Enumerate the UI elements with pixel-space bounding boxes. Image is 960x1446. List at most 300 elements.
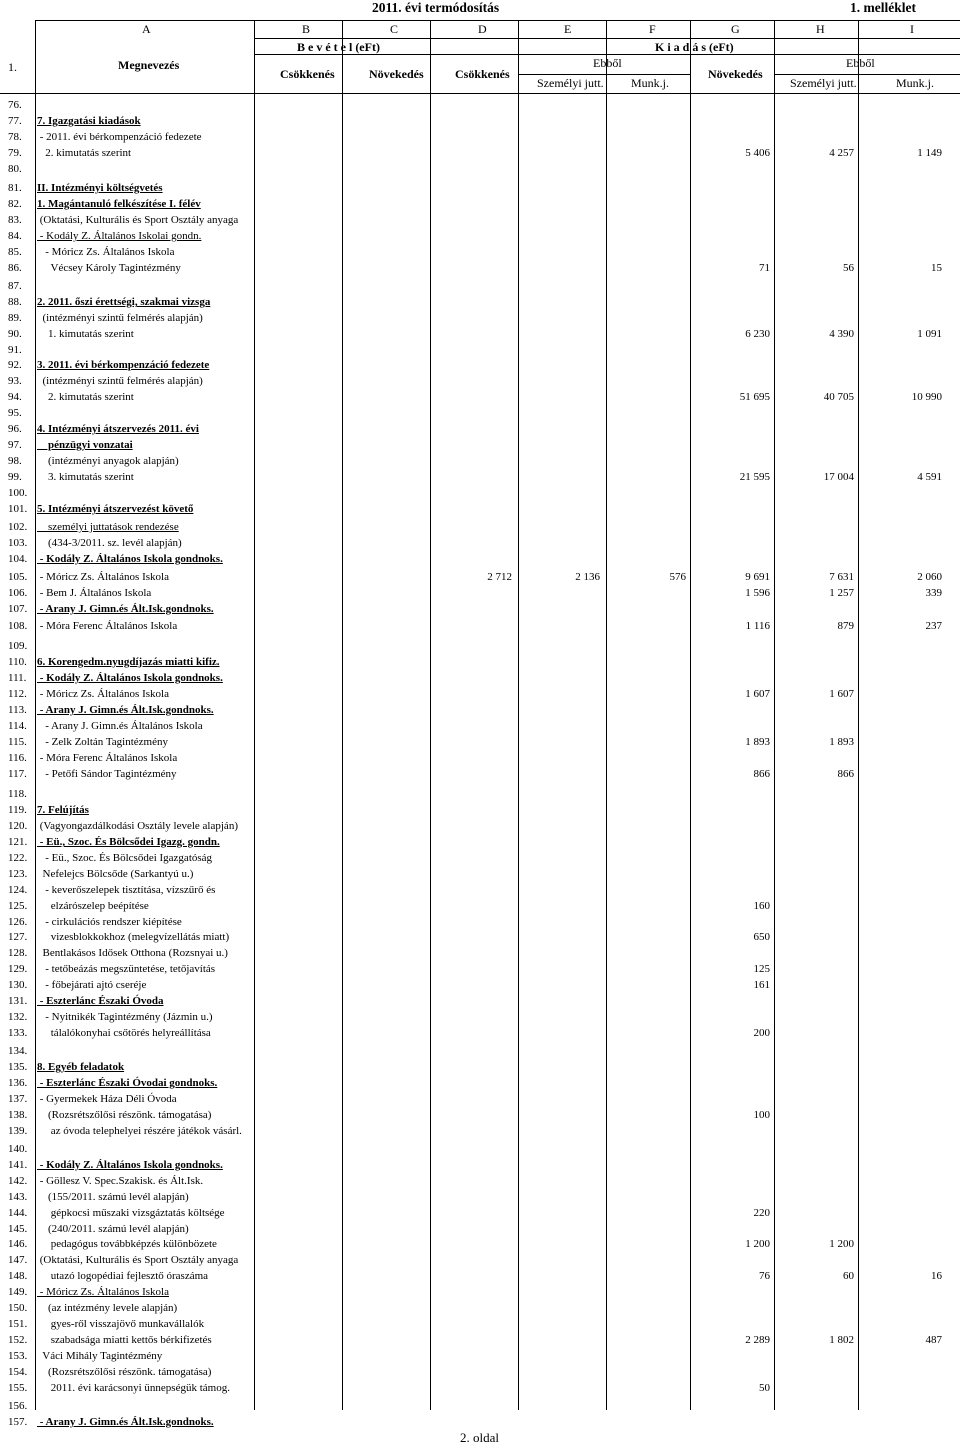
col-letter-e: E xyxy=(564,22,572,36)
cell-g: 650 xyxy=(753,931,770,943)
row-number: 149. xyxy=(8,1286,28,1298)
table-row xyxy=(0,569,960,585)
row-number: 98. xyxy=(8,455,22,467)
row-label: - tetőbeázás megszüntetése, tetőjavítás xyxy=(37,963,216,975)
table-row xyxy=(0,421,960,437)
table-row xyxy=(0,1043,960,1059)
row-label: (Rozsrétszőlősi részönk. támogatása) xyxy=(37,1109,212,1121)
table-row xyxy=(0,961,960,977)
header-bevetel-novekedes: Növekedés xyxy=(369,67,424,81)
row-number: 85. xyxy=(8,246,22,258)
table-row xyxy=(0,850,960,866)
row-label: 7. Igazgatási kiadások xyxy=(37,115,141,127)
row-label: az óvoda telephelyei részére játékok vásárl. xyxy=(37,1125,242,1137)
table-row xyxy=(0,929,960,945)
row-label: - Móricz Zs. Általános Iskola xyxy=(37,1286,169,1298)
row-label: pénzügyi vonzatai xyxy=(37,439,133,451)
row-number: 96. xyxy=(8,423,22,435)
col-letter-g: G xyxy=(731,22,740,36)
row-number: 123. xyxy=(8,868,28,880)
cell-g: 125 xyxy=(753,963,770,975)
cell-e: 2 136 xyxy=(575,571,600,583)
row-label: tálalókonyhai csőtörés helyreállítása xyxy=(37,1027,211,1039)
row-number: 92. xyxy=(8,359,22,371)
header-bevetel: B e v é t e l (eFt) xyxy=(297,40,380,54)
row-label: 2. kimutatás szerint xyxy=(37,391,134,403)
row-number: 138. xyxy=(8,1109,28,1121)
row-label: személyi juttatások rendezése xyxy=(37,521,179,533)
table-row xyxy=(0,654,960,670)
row-number: 81. xyxy=(8,182,22,194)
table-row xyxy=(0,228,960,244)
row-label: - Arany J. Gimn.és Ált.Isk.gondnoks. xyxy=(37,704,214,716)
table-row xyxy=(0,601,960,617)
row-number: 141. xyxy=(8,1159,28,1171)
row-label: (az intézmény levele alapján) xyxy=(37,1302,178,1314)
row-label: - Eü., Szoc. És Bölcsődei Igazg. gondn. xyxy=(37,836,220,848)
row-number: 76. xyxy=(8,99,22,111)
table-row xyxy=(0,914,960,930)
cell-g: 100 xyxy=(753,1109,770,1121)
row-number: 124. xyxy=(8,884,28,896)
cell-h: 1 802 xyxy=(829,1334,854,1346)
header-megnevezes: Megnevezés xyxy=(118,58,180,72)
cell-h: 866 xyxy=(837,768,854,780)
grid-hline xyxy=(35,20,960,21)
cell-g: 1 596 xyxy=(745,587,770,599)
row-number: 109. xyxy=(8,640,28,652)
row-number: 143. xyxy=(8,1191,28,1203)
row-label: gépkocsi műszaki vizsgáztatás költsége xyxy=(37,1207,225,1219)
table-row xyxy=(0,97,960,113)
row-number: 102. xyxy=(8,521,28,533)
table-row xyxy=(0,1268,960,1284)
cell-g: 9 691 xyxy=(745,571,770,583)
row-number: 112. xyxy=(8,688,27,700)
col-letter-d: D xyxy=(478,22,487,36)
table-row xyxy=(0,766,960,782)
row-number: 145. xyxy=(8,1223,28,1235)
table-row xyxy=(0,1252,960,1268)
table-row xyxy=(0,453,960,469)
cell-g: 161 xyxy=(753,979,770,991)
row-number: 153. xyxy=(8,1350,28,1362)
row-label: (intézményi szintű felmérés alapján) xyxy=(37,312,203,324)
row-label: 5. Intézményi átszervezést követő xyxy=(37,503,194,515)
row-label: 1. Magántanuló felkészítése I. félév xyxy=(37,198,201,210)
header-munk-1: Munk.j. xyxy=(631,76,670,90)
cell-g: 51 695 xyxy=(739,391,770,403)
row-number: 105. xyxy=(8,571,28,583)
table-row xyxy=(0,585,960,601)
row-label: (434-3/2011. sz. levél alapján) xyxy=(37,537,182,549)
table-row xyxy=(0,342,960,358)
row-label: - Kodály Z. Általános Iskola gondnoks. xyxy=(37,1159,223,1171)
cell-i: 4 591 xyxy=(917,471,942,483)
row-number: 103. xyxy=(8,537,28,549)
header-ebbol-2: Ebből xyxy=(846,56,875,70)
row-label: 7. Felújítás xyxy=(37,804,89,816)
table-row xyxy=(0,501,960,517)
table-row xyxy=(0,469,960,485)
cell-h: 4 390 xyxy=(829,328,854,340)
table-row xyxy=(0,180,960,196)
row-label: Nefelejcs Bölcsőde (Sarkantyú u.) xyxy=(37,868,194,880)
page-title: 2011. évi termódosítás xyxy=(372,0,500,15)
table-row xyxy=(0,945,960,961)
row-number: 78. xyxy=(8,131,22,143)
table-row xyxy=(0,113,960,129)
cell-h: 4 257 xyxy=(829,147,854,159)
row-number: 142. xyxy=(8,1175,28,1187)
table-row xyxy=(0,818,960,834)
table-row xyxy=(0,244,960,260)
table-row xyxy=(0,278,960,294)
cell-h: 56 xyxy=(843,262,854,274)
row-number: 129. xyxy=(8,963,28,975)
row-number: 120. xyxy=(8,820,28,832)
row-number: 119. xyxy=(8,804,27,816)
cell-g: 21 595 xyxy=(739,471,770,483)
grid-hline xyxy=(254,38,960,39)
row-label: - Móricz Zs. Általános Iskola xyxy=(37,571,169,583)
header-bevetel-csokkenes: Csökkenés xyxy=(280,67,335,81)
cell-h: 40 705 xyxy=(823,391,854,403)
row-label: - Móricz Zs. Általános Iskola xyxy=(37,246,175,258)
row-label: - Móra Ferenc Általános Iskola xyxy=(37,620,178,632)
table-row xyxy=(0,1025,960,1041)
row-label: 2011. évi karácsonyi ünnepségük támog. xyxy=(37,1382,230,1394)
row-number: 147. xyxy=(8,1254,28,1266)
table-row xyxy=(0,750,960,766)
row-label: - Gyermekek Háza Déli Óvoda xyxy=(37,1093,177,1105)
row-label: - Móra Ferenc Általános Iskola xyxy=(37,752,178,764)
table-row xyxy=(0,389,960,405)
table-row xyxy=(0,1398,960,1414)
cell-i: 10 990 xyxy=(911,391,942,403)
table-row xyxy=(0,294,960,310)
table-row xyxy=(0,1332,960,1348)
table-row xyxy=(0,1316,960,1332)
row-number: 113. xyxy=(8,704,27,716)
cell-i: 15 xyxy=(931,262,942,274)
row-label: (240/2011. számú levél alapján) xyxy=(37,1223,189,1235)
header-kiadas-csokkenes: Csökkenés xyxy=(455,67,510,81)
cell-g: 220 xyxy=(753,1207,770,1219)
table-row xyxy=(0,357,960,373)
table-row xyxy=(0,1348,960,1364)
table-row xyxy=(0,1141,960,1157)
row-label: 3. 2011. évi bérkompenzáció fedezete xyxy=(37,359,210,371)
row-number: 155. xyxy=(8,1382,28,1394)
row-number: 146. xyxy=(8,1238,28,1250)
table-row xyxy=(0,326,960,342)
row-label: 6. Korengedm.nyugdíjazás miatti kifiz. xyxy=(37,656,220,668)
row-number: 127. xyxy=(8,931,28,943)
cell-h: 1 200 xyxy=(829,1238,854,1250)
cell-g: 1 200 xyxy=(745,1238,770,1250)
row-label: (Vagyongazdálkodási Osztály levele alapján) xyxy=(37,820,238,832)
table-row xyxy=(0,1123,960,1139)
table-row xyxy=(0,1189,960,1205)
cell-g: 1 607 xyxy=(745,688,770,700)
row-label: (Rozsrétszőlősi részönk. támogatása) xyxy=(37,1366,212,1378)
row-number: 125. xyxy=(8,900,28,912)
row-number: 156. xyxy=(8,1400,28,1412)
row-number: 79. xyxy=(8,147,22,159)
header-ebbol-1: Ebből xyxy=(593,56,622,70)
grid-hline xyxy=(518,74,690,75)
page-number: 2. oldal xyxy=(460,1430,499,1445)
table-row xyxy=(0,1173,960,1189)
row-number: 148. xyxy=(8,1270,28,1282)
row-number: 100. xyxy=(8,487,28,499)
row-label: gyes-ről visszajövő munkavállalók xyxy=(37,1318,205,1330)
row-number: 157. xyxy=(8,1416,28,1428)
row-label: 3. kimutatás szerint xyxy=(37,471,134,483)
row-number: 151. xyxy=(8,1318,28,1330)
cell-i: 2 060 xyxy=(917,571,942,583)
cell-h: 1 893 xyxy=(829,736,854,748)
table-row xyxy=(0,485,960,501)
row-number: 131. xyxy=(8,995,28,1007)
row-number: 84. xyxy=(8,230,22,242)
header-szemelyi-1: Személyi jutt. xyxy=(537,76,604,90)
row-label: (Oktatási, Kulturális és Sport Osztály anyaga xyxy=(37,1254,239,1266)
row-number: 115. xyxy=(8,736,27,748)
row-number: 88. xyxy=(8,296,22,308)
cell-h: 17 004 xyxy=(823,471,854,483)
table-row xyxy=(0,866,960,882)
cell-h: 1 257 xyxy=(829,587,854,599)
row-number: 110. xyxy=(8,656,27,668)
row-label: Váci Mihály Tagintézmény xyxy=(37,1350,163,1362)
row-label: utazó logopédiai fejlesztő óraszáma xyxy=(37,1270,209,1282)
row-number: 90. xyxy=(8,328,22,340)
table-row xyxy=(0,212,960,228)
cell-g: 200 xyxy=(753,1027,770,1039)
row-label: - 2011. évi bérkompenzáció fedezete xyxy=(37,131,202,143)
row-number: 121. xyxy=(8,836,28,848)
col-letter-f: F xyxy=(649,22,656,36)
cell-i: 339 xyxy=(925,587,942,599)
table-row xyxy=(0,196,960,212)
row-number: 126. xyxy=(8,916,28,928)
cell-g: 1 893 xyxy=(745,736,770,748)
row-number: 140. xyxy=(8,1143,28,1155)
table-row xyxy=(0,1157,960,1173)
row-number: 94. xyxy=(8,391,22,403)
row-label: - Eü., Szoc. És Bölcsődei Igazgatóság xyxy=(37,852,213,864)
cell-g: 76 xyxy=(759,1270,770,1282)
row-number: 106. xyxy=(8,587,28,599)
header-kiadas: K i a d á s (eFt) xyxy=(655,40,734,54)
row-label: - Bem J. Általános Iskola xyxy=(37,587,152,599)
row-label: II. Intézményi költségvetés xyxy=(37,182,163,194)
row-label: - Petőfi Sándor Tagintézmény xyxy=(37,768,177,780)
table-row xyxy=(0,1284,960,1300)
table-row xyxy=(0,405,960,421)
col-letter-c: C xyxy=(390,22,399,36)
cell-h: 879 xyxy=(837,620,854,632)
table-row xyxy=(0,898,960,914)
row-number: 137. xyxy=(8,1093,28,1105)
row-number: 117. xyxy=(8,768,27,780)
col-letter-a: A xyxy=(142,22,151,36)
row-label: 1. kimutatás szerint xyxy=(37,328,134,340)
row-number: 86. xyxy=(8,262,22,274)
cell-g: 1 116 xyxy=(745,620,770,632)
table-row xyxy=(0,373,960,389)
row-label: pedagógus továbbképzés különbözete xyxy=(37,1238,217,1250)
table-row xyxy=(0,882,960,898)
cell-g: 160 xyxy=(753,900,770,912)
row-number: 133. xyxy=(8,1027,28,1039)
row-number: 116. xyxy=(8,752,27,764)
row-number: 83. xyxy=(8,214,22,226)
cell-d: 2 712 xyxy=(487,571,512,583)
col-letter-b: B xyxy=(302,22,311,36)
header-szemelyi-2: Személyi jutt. xyxy=(790,76,857,90)
table-row xyxy=(0,734,960,750)
row-number: 118. xyxy=(8,788,27,800)
row-number: 87. xyxy=(8,280,22,292)
row-label: (intézményi anyagok alapján) xyxy=(37,455,179,467)
table-row xyxy=(0,618,960,634)
table-row xyxy=(0,145,960,161)
table-row xyxy=(0,1414,960,1430)
table-row xyxy=(0,551,960,567)
cell-g: 5 406 xyxy=(745,147,770,159)
grid-hline xyxy=(0,93,960,94)
table-row xyxy=(0,670,960,686)
row-label: vizesblokkokhoz (melegvízellátás miatt) xyxy=(37,931,230,943)
row-label: - Arany J. Gimn.és Általános Iskola xyxy=(37,720,203,732)
table-row xyxy=(0,1107,960,1123)
row-label: - Móricz Zs. Általános Iskola xyxy=(37,688,169,700)
table-row xyxy=(0,1364,960,1380)
row-number: 139. xyxy=(8,1125,28,1137)
row-label: 2. kimutatás szerint xyxy=(37,147,132,159)
row-number: 77. xyxy=(8,115,22,127)
header-kiadas-novekedes: Növekedés xyxy=(708,67,763,81)
col-letter-h: H xyxy=(816,22,825,36)
row-number: 80. xyxy=(8,163,22,175)
row-label: - Nyitnikék Tagintézmény (Jázmin u.) xyxy=(37,1011,213,1023)
row-number: 93. xyxy=(8,375,22,387)
row-label: - Kodály Z. Általános Iskola gondnoks. xyxy=(37,553,223,565)
table-row xyxy=(0,161,960,177)
row-number: 95. xyxy=(8,407,22,419)
table-row xyxy=(0,437,960,453)
row-label: - Kodály Z. Általános Iskola gondnoks. xyxy=(37,672,223,684)
annex-label: 1. melléklet xyxy=(850,0,916,15)
table-row xyxy=(0,535,960,551)
row-number: 114. xyxy=(8,720,27,732)
row-number: 154. xyxy=(8,1366,28,1378)
header-row-number: 1. xyxy=(8,60,17,74)
table-row xyxy=(0,718,960,734)
cell-h: 7 631 xyxy=(829,571,854,583)
table-row xyxy=(0,129,960,145)
row-label: - cirkulációs rendszer kiépítése xyxy=(37,916,182,928)
row-number: 89. xyxy=(8,312,22,324)
row-label: 8. Egyéb feladatok xyxy=(37,1061,125,1073)
row-label: - Göllesz V. Spec.Szakisk. és Ált.Isk. xyxy=(37,1175,204,1187)
row-number: 144. xyxy=(8,1207,28,1219)
row-label: - Arany J. Gimn.és Ált.Isk.gondnoks. xyxy=(37,1416,214,1428)
row-number: 132. xyxy=(8,1011,28,1023)
row-number: 152. xyxy=(8,1334,28,1346)
cell-i: 1 149 xyxy=(917,147,942,159)
row-number: 122. xyxy=(8,852,28,864)
table-row xyxy=(0,1009,960,1025)
row-label: (intézményi szintű felmérés alapján) xyxy=(37,375,203,387)
table-row xyxy=(0,786,960,802)
table-row xyxy=(0,1205,960,1221)
row-label: (Oktatási, Kulturális és Sport Osztály anyaga xyxy=(37,214,239,226)
cell-g: 50 xyxy=(759,1382,770,1394)
col-letter-i: I xyxy=(910,22,914,36)
row-number: 99. xyxy=(8,471,22,483)
row-label: - Arany J. Gimn.és Ált.Isk.gondnoks. xyxy=(37,603,214,615)
table-row xyxy=(0,702,960,718)
row-label: (155/2011. számú levél alapján) xyxy=(37,1191,189,1203)
table-row xyxy=(0,1236,960,1252)
table-row xyxy=(0,1380,960,1396)
cell-g: 866 xyxy=(753,768,770,780)
row-label: Bentlakásos Idősek Otthona (Rozsnyai u.) xyxy=(37,947,228,959)
row-label: - Kodály Z. Általános Iskolai gondn. xyxy=(37,230,202,242)
table-row xyxy=(0,802,960,818)
row-number: 101. xyxy=(8,503,28,515)
row-label: - Eszterlánc Északi Óvodai gondnoks. xyxy=(37,1077,218,1089)
row-number: 111. xyxy=(8,672,27,684)
table-row xyxy=(0,834,960,850)
cell-f: 576 xyxy=(669,571,686,583)
row-number: 150. xyxy=(8,1302,28,1314)
row-number: 130. xyxy=(8,979,28,991)
table-row xyxy=(0,1059,960,1075)
table-row xyxy=(0,686,960,702)
row-number: 135. xyxy=(8,1061,28,1073)
row-number: 136. xyxy=(8,1077,28,1089)
row-label: 4. Intézményi átszervezés 2011. évi xyxy=(37,423,199,435)
row-number: 82. xyxy=(8,198,22,210)
row-label: elzárószelep beépítése xyxy=(37,900,149,912)
row-number: 97. xyxy=(8,439,22,451)
grid-hline xyxy=(774,74,960,75)
cell-g: 6 230 xyxy=(745,328,770,340)
table-row xyxy=(0,519,960,535)
row-label: - Zelk Zoltán Tagintézmény xyxy=(37,736,168,748)
row-number: 128. xyxy=(8,947,28,959)
row-number: 91. xyxy=(8,344,22,356)
cell-h: 60 xyxy=(843,1270,854,1282)
row-number: 104. xyxy=(8,553,28,565)
table-row xyxy=(0,1221,960,1237)
table-row xyxy=(0,1075,960,1091)
table-row xyxy=(0,638,960,654)
table-row xyxy=(0,993,960,1009)
row-label: - keverőszelepek tisztítása, vízszűrő és xyxy=(37,884,216,896)
row-label: - főbejárati ajtó cseréje xyxy=(37,979,147,991)
header-munk-2: Munk.j. xyxy=(896,76,935,90)
table-row xyxy=(0,1300,960,1316)
row-number: 107. xyxy=(8,603,28,615)
table-row xyxy=(0,977,960,993)
cell-g: 71 xyxy=(759,262,770,274)
